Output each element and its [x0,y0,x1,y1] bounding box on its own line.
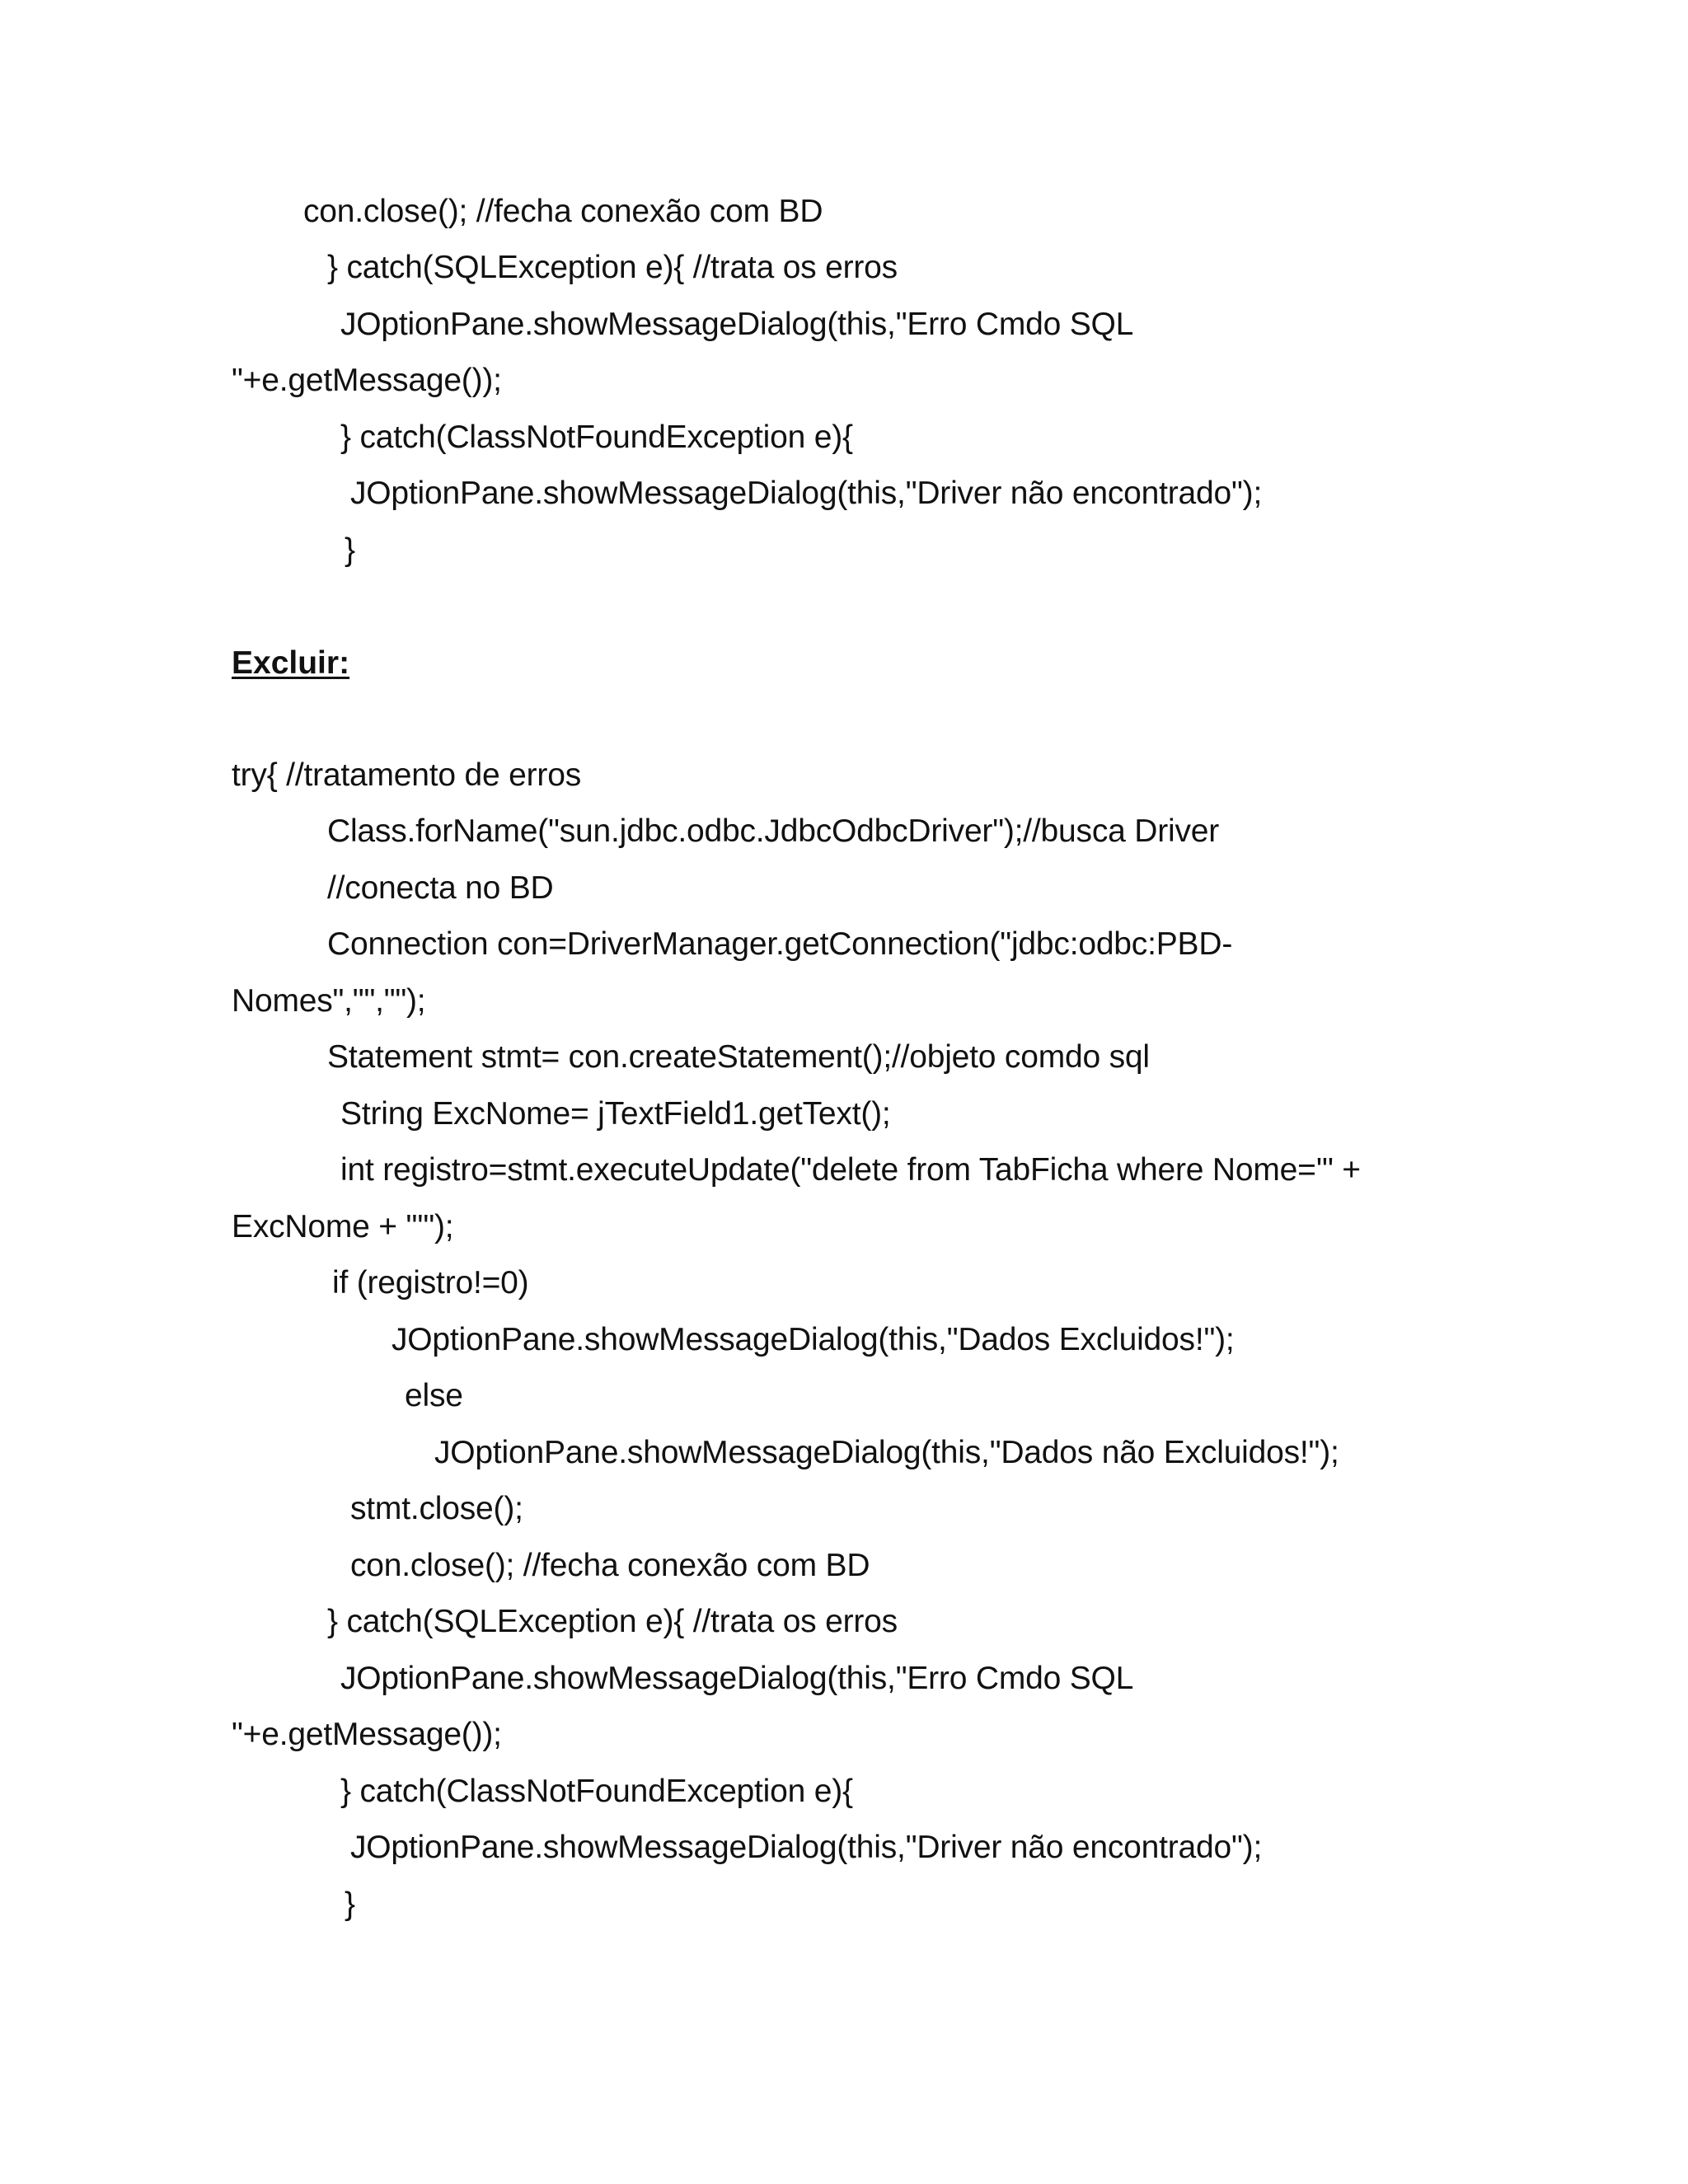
code-line: int registro=stmt.executeUpdate("delete from TabFicha where Nome='" + [340,1152,1361,1188]
code-line: } catch(SQLException e){ //trata os erros [327,1604,898,1639]
section-heading: Excluir: [232,645,350,681]
code-line: con.close(); //fecha conexão com BD [303,194,823,229]
code-line: JOptionPane.showMessageDialog(this,"Driver não encontrado"); [350,476,1263,511]
code-line: } catch(SQLException e){ //trata os erros [327,250,898,285]
code-line: ExcNome + "'"); [232,1209,454,1244]
code-line: String ExcNome= jTextField1.getText(); [340,1096,891,1132]
code-line: JOptionPane.showMessageDialog(this,"Erro Cmdo SQL [340,307,1134,342]
code-line: Connection con=DriverManager.getConnection("jdbc:odbc:PBD- [327,926,1233,962]
code-line: JOptionPane.showMessageDialog(this,"Driver não encontrado"); [350,1830,1263,1865]
code-line: Statement stmt= con.createStatement();//objeto comdo sql [327,1039,1150,1075]
code-line: "+e.getMessage()); [232,363,502,398]
code-line: } [345,532,355,568]
code-line: JOptionPane.showMessageDialog(this,"Dados não Excluidos!"); [434,1435,1339,1470]
code-line: if (registro!=0) [332,1265,529,1301]
code-line: con.close(); //fecha conexão com BD [350,1548,870,1583]
code-line: } [345,1886,355,1922]
code-line: JOptionPane.showMessageDialog(this,"Dados Excluidos!"); [392,1322,1235,1357]
code-line: //conecta no BD [327,870,554,906]
code-line: Nomes","",""); [232,983,426,1019]
code-line: else [405,1378,463,1413]
code-line: stmt.close(); [350,1491,523,1526]
code-line: } catch(ClassNotFoundException e){ [340,419,853,455]
code-line: Class.forName("sun.jdbc.odbc.JdbcOdbcDriver");//busca Driver [327,813,1220,849]
code-line: "+e.getMessage()); [232,1717,502,1752]
code-line: } catch(ClassNotFoundException e){ [340,1774,853,1809]
code-line: JOptionPane.showMessageDialog(this,"Erro Cmdo SQL [340,1661,1134,1696]
code-line: try{ //tratamento de erros [232,757,581,793]
